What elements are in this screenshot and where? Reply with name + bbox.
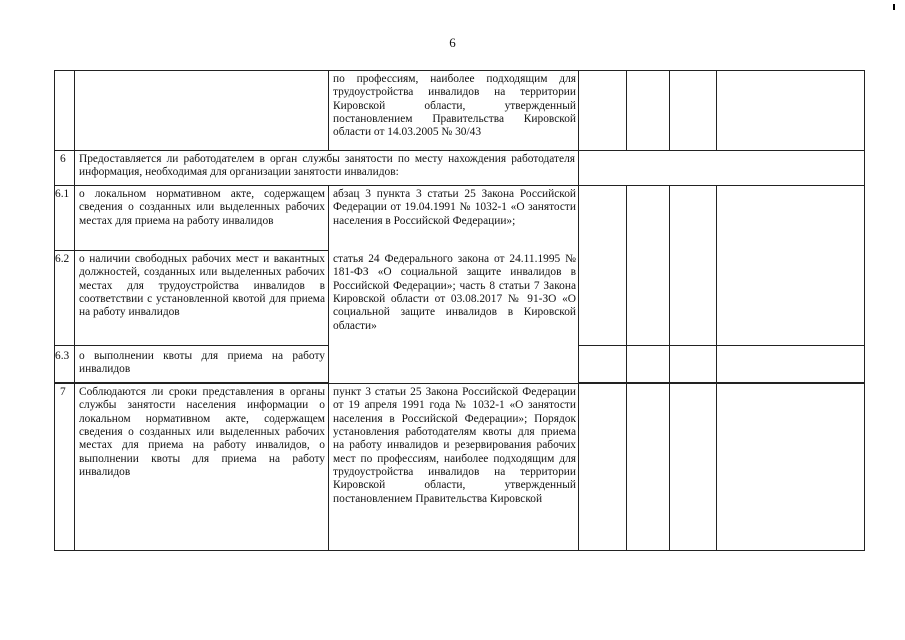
row-6-1-number: 6.1	[55, 188, 70, 200]
row-6-3-note-cell	[716, 345, 865, 383]
row-cont-answer-yes-cell	[578, 70, 627, 151]
page-number: 6	[449, 35, 456, 50]
row-6-3-answer-no-cell	[626, 345, 670, 383]
row-6-2-basis-text: статья 24 Федерального закона от 24.11.1995 № 181-ФЗ «О социальной защите инвалидов в Российской Федерации»; часть 8 статьи 7 Закона Кировской области от 03.08.2017 № 91-ЗО «О социальной защите инвалидов в Кировской области»	[333, 253, 576, 332]
row-7-answer-yes-cell	[578, 383, 627, 551]
row-6-1-answer-na-cell	[669, 185, 717, 346]
row-7-question-text: Соблюдаются ли сроки представления в органы службы занятости населения информации о локальном нормативном акте, содержащем сведения о созданных или выделенных рабочих местах для приема на работу инвалидов, о выполнении квоты для приема на работу инвалидов	[79, 386, 325, 479]
row-cont-number-cell	[54, 70, 75, 151]
row-6-2-number: 6.2	[55, 253, 70, 265]
row-7-answer-no-cell	[626, 383, 670, 551]
row-7-note-cell	[716, 383, 865, 551]
row-6-1-answer-no-cell	[626, 185, 670, 346]
row-cont-basis-text: по профессиям, наиболее подходящим для трудоустройства инвалидов на территории Кировской области, утвержденный постановлением Правительства Кировской области от 14.03.2005 № 30/43	[333, 73, 576, 139]
row-cont-question-cell	[74, 70, 329, 151]
row-cont-answer-no-cell	[626, 70, 670, 151]
row-cont-answer-na-cell	[669, 70, 717, 151]
row-7-number-cell	[54, 383, 75, 551]
row-6-3-question-text: о выполнении квоты для приема на работу инвалидов	[79, 350, 325, 376]
row-6-1-answer-yes-cell	[578, 185, 627, 346]
row-6-question-text: Предоставляется ли работодателем в орган службы занятости по месту нахождения работодателя информация, необходимая для организации занятости инвалидов:	[79, 153, 575, 179]
row-7-basis-text: пункт 3 статьи 25 Закона Российской Федерации от 19 апреля 1991 года № 1032-1 «О занятости населения в Российской Федерации»; Порядок установления работодателям квоты для приема на работу инвалидов и резервирования рабочих мест по профессиям, наиболее подходящим для трудоустройства инвалидов на территории Кировской области, утвержденный постановлением Правительства Кировской	[333, 386, 576, 505]
row-6-3-answer-na-cell	[669, 345, 717, 383]
scan-edge-mark	[893, 4, 895, 10]
row-6-2-question-text: о наличии свободных рабочих мест и вакантных должностей, созданных или выделенных рабочих местах для трудоустройства инвалидов в соответствии с установленной квотой для приема на работу инвалидов	[79, 253, 325, 319]
row-7-number: 7	[60, 386, 66, 398]
row-6-3-answer-yes-cell	[578, 345, 627, 383]
row-7-answer-na-cell	[669, 383, 717, 551]
row-cont-note-cell	[716, 70, 865, 151]
row-6-1-question-text: о локальном нормативном акте, содержащем сведения о созданных или выделенных рабочих местах для приема на работу инвалидов	[79, 188, 325, 227]
row-6-number: 6	[60, 153, 66, 165]
row-6-empty-cell	[578, 150, 865, 186]
row-6-3-number: 6.3	[55, 350, 70, 362]
row-6-1-note-cell	[716, 185, 865, 346]
row-6-1-basis-text: абзац 3 пункта 3 статьи 25 Закона Российской Федерации от 19.04.1991 № 1032-1 «О занятости населения в Российской Федерации»;	[333, 188, 576, 227]
